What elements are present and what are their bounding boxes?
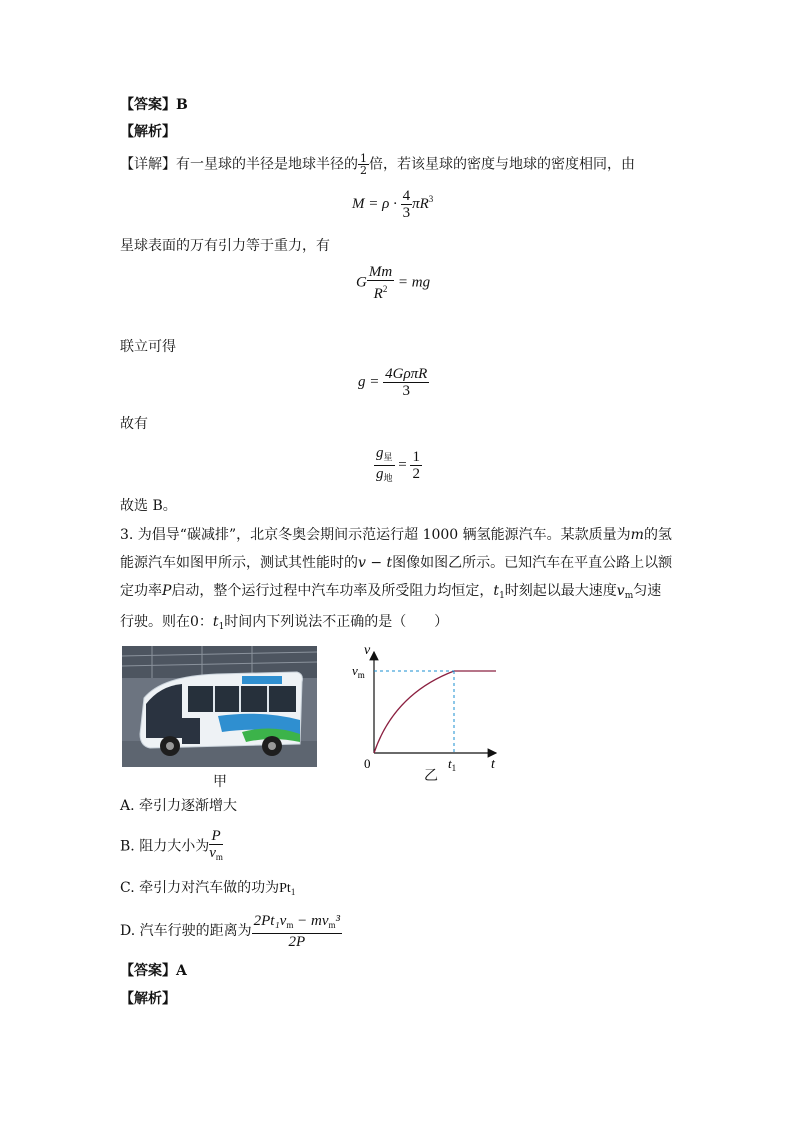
analysis-label-q2: 【解析】 [120,124,176,140]
origin-label: 0 [364,756,371,771]
therefore-text: 故有 [120,416,148,432]
equation-g: g = $\frac{\text{4GρπR}}{3}$ [358,366,428,399]
combine-text: 联立可得 [120,339,176,355]
q3-line-4: 行驶。则在0：$t_1$时间内下列说法不正确的是（ ） [120,614,449,632]
detail-text-a: 【详解】有一星球的半径是地球半径的 [120,156,358,173]
figure-a-caption: 甲 [213,774,227,790]
half-fraction: $\frac{1}{2}$ [360,152,367,177]
analysis-label-q3: 【解析】 [120,991,176,1007]
answer-label-q2: 【答案】B [120,97,188,113]
q3-line-1: 3. 为倡导“碳减排”，北京冬奥会期间示范运行超 1000 辆氢能源汽车。某款质量为m的氢 [120,527,672,543]
option-c: C. 牵引力对汽车做的功为$Pt_1$ [120,880,296,897]
option-a: A. 牵引力逐渐增大 [120,798,238,814]
option-b: B. 阻力大小为 $\frac{P}{v_m}$ [120,828,223,862]
vm-label: $v_m$ [352,663,365,680]
q3-line-2: 能源汽车如图甲所示，测试其性能时的v − t图像如图乙所示。已知汽车在平直公路上以额 [120,555,673,571]
conclusion-text: 故选 B。 [120,498,177,514]
gravity-text: 星球表面的万有引力等于重力，有 [120,238,330,254]
option-d-numerator: $2Pt_1v_m - mv_m^3$ [253,912,340,930]
detail-paragraph [120,153,635,176]
equation-mass: M = ρ · $\frac{4}{3}$ $\pi R^3$ [352,188,434,221]
t1-label: $t_1$ [448,756,457,773]
y-axis-label: v [364,643,371,658]
vt-graph [350,642,510,774]
answer-label-q3: 【答案】A [120,963,187,979]
x-axis-label: t [491,757,495,772]
velocity-curve [374,671,496,753]
hydrogen-bus-photo [122,646,317,767]
detail-text-b: 倍，若该星球的密度与地球的密度相同，由 [369,156,635,173]
equation-ratio: $\frac{g_星}{g_地}$ = $\frac{1}{2}$ [376,445,420,483]
q3-line-3: 定功率P启动，整个运行过程中汽车功率及所受阻力均恒定，$t_1$时刻起以最大速度$v_m$匀速 [120,583,662,601]
equation-gravity: G $\frac{Mm}{R^2}$ = mg [356,264,431,302]
figure-b-caption: 乙 [424,768,438,784]
option-d: D. 汽车行驶的距离为 $\frac{2Pt_1v_m - mv_m^3}{2P}$ [120,912,340,950]
